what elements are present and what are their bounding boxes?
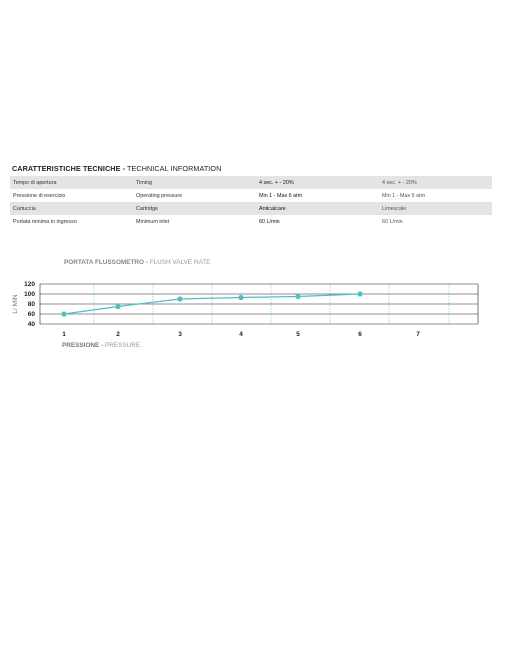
y-tick-label: 120 — [24, 281, 35, 288]
x-tick-label: 4 — [239, 331, 243, 338]
data-point — [238, 295, 243, 300]
table-cell: 60 L/min — [259, 218, 280, 225]
data-point — [357, 291, 362, 296]
chart-x-axis-label — [62, 342, 140, 349]
y-tick-label: 80 — [27, 301, 35, 308]
table-row — [10, 215, 492, 228]
chart-xlabel-sub: PRESSURE — [103, 342, 141, 349]
table-cell: 4 sec. + - 20% — [379, 176, 492, 189]
data-point — [295, 294, 300, 299]
data-point — [177, 296, 182, 301]
x-tick-label: 1 — [62, 331, 66, 338]
table-cell: Min 1 - Max 6 atm — [259, 192, 303, 199]
spec-title-sub: TECHNICAL INFORMATION — [125, 164, 222, 173]
x-tick-label: 6 — [358, 331, 362, 338]
table-cell: Tempo di apertura — [10, 176, 133, 189]
spec-title — [12, 164, 221, 173]
table-row — [10, 176, 492, 189]
table-cell: 60 L/min — [382, 218, 403, 225]
y-tick-label: 40 — [27, 321, 35, 328]
flow-rate-chart — [0, 270, 508, 345]
table-cell: Min 1 - Max 6 atm — [382, 192, 426, 199]
x-tick-label: 3 — [178, 331, 182, 338]
table-cell: Anticalcare — [256, 202, 379, 215]
y-tick-label: 100 — [24, 291, 35, 298]
chart-title — [64, 259, 210, 266]
x-tick-label: 5 — [296, 331, 300, 338]
table-cell: Operating pressure — [136, 192, 183, 199]
chart-title-sub: FLUSH VALVE RATE — [147, 259, 211, 266]
table-cell: 4 sec. + - 20% — [256, 176, 379, 189]
data-point — [115, 304, 120, 309]
table-cell: Timing — [133, 176, 256, 189]
x-tick-label: 7 — [416, 331, 420, 338]
spec-title-main: CARATTERISTICHE TECNICHE - — [12, 164, 126, 173]
table-cell: Limescale — [379, 202, 492, 215]
data-point — [61, 311, 66, 316]
table-cell: Portata minima in ingresso — [13, 218, 77, 225]
chart-xlabel-main: PRESSIONE - — [62, 342, 104, 349]
table-row — [10, 202, 492, 215]
table-row — [10, 189, 492, 202]
x-tick-label: 2 — [116, 331, 120, 338]
chart-y-axis-label: L/ MIN — [12, 294, 19, 314]
spec-table — [10, 176, 492, 228]
table-cell: Cartridge — [133, 202, 256, 215]
table-cell: Pressione di esercizio — [13, 192, 66, 199]
table-cell: Cartuccia — [10, 202, 133, 215]
y-tick-label: 60 — [27, 311, 35, 318]
chart-title-main: PORTATA FLUSSOMETRO - — [64, 259, 148, 266]
table-cell: Minimum inlet — [136, 218, 170, 225]
